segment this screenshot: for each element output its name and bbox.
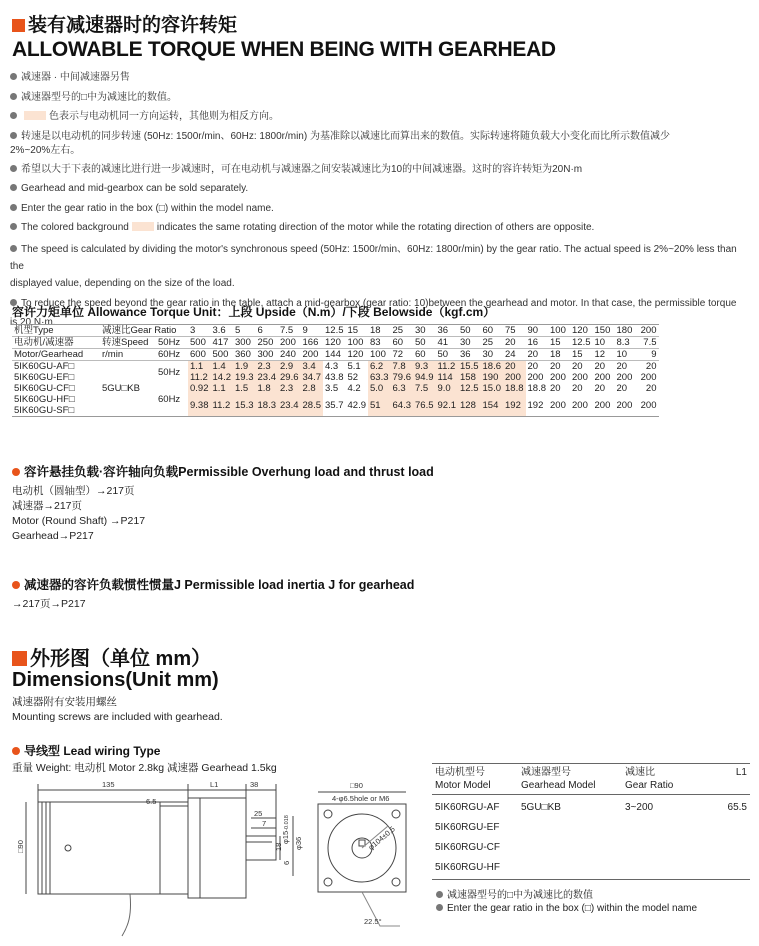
note-item: 转速是以电动机的同步转速 (50Hz: 1500r/min、60Hz: 1800r/min) 为基准除以减速比而算出来的数值。实际转速将随负载大小变化而比所示数值减少 2%~20%左右。 — [10, 130, 670, 156]
dim-l1: L1 — [210, 780, 219, 789]
torque-cell: 11.2 — [436, 361, 459, 373]
torque-cell: 190 — [481, 372, 504, 383]
torque-cell: 76.5 — [413, 394, 436, 417]
torque-cell: 1.1 — [211, 383, 234, 394]
torque-cell: 4.2 — [347, 383, 361, 394]
ratio-cell: 180 — [615, 325, 637, 337]
speed-cell: 166 — [301, 337, 324, 349]
torque-cell: 92.1 — [436, 394, 459, 417]
speed-cell: 18 — [548, 349, 570, 361]
model-name: 5IK60GU-SF□ — [12, 405, 100, 417]
header-ratio: 减速比 Gear Ratio — [622, 764, 724, 795]
model-name: 5IK60GU-HF□ — [14, 394, 75, 405]
torque-cell: 42.9 — [346, 394, 369, 417]
torque-cell: 20 — [550, 383, 561, 394]
speed-cell: 250 — [256, 337, 279, 349]
torque-cell: 7.8 — [391, 361, 414, 373]
speed-cell: 9 — [637, 349, 659, 361]
motor-model: 5IK60RGU-EF — [435, 822, 500, 833]
speed-cell: 41 — [436, 337, 459, 349]
torque-cell: 200 — [572, 372, 588, 383]
screw-hole — [65, 845, 71, 851]
note-item: The speed is calculated by dividing the motor's synchronous speed (50Hz: 1500r/min、60Hz: 1800r/min) by the gear ratio. The actual speed is 2%~20% less than the displayed value, depending on the size of the load. — [10, 243, 737, 289]
ratio-cell: 7.5 — [278, 325, 301, 337]
ratio-cell: 60 — [481, 325, 504, 337]
ratio-value: 3~200 — [625, 802, 654, 813]
torque-cell: 3.4 — [301, 361, 324, 373]
torque-cell: 9.0 — [436, 383, 459, 394]
dim-6-5: 6.5 — [146, 797, 157, 806]
torque-cell: 1.4 — [211, 361, 234, 373]
speed-cell: 144 — [323, 349, 346, 361]
torque-cell: 2.8 — [301, 383, 324, 394]
dimension-drawing — [10, 776, 430, 946]
speed-cell: 30 — [481, 349, 504, 361]
torque-cell: 4.3 — [325, 361, 339, 372]
torque-cell: 0.92 — [190, 383, 209, 394]
torque-cell: 18.3 — [256, 394, 279, 417]
speed-cell: 500 — [188, 337, 211, 349]
torque-cell: 43.8 — [325, 372, 344, 383]
speed-cell: 300 — [256, 349, 279, 361]
hz-50-row-label: 50Hz — [158, 366, 181, 378]
bullet-icon — [10, 73, 17, 80]
section-bullet-icon — [12, 468, 20, 476]
torque-cell: 20 — [550, 361, 561, 372]
torque-cell: 200 — [548, 394, 570, 417]
torque-cell: 128 — [458, 394, 481, 417]
speed-label: 转速Speed — [100, 337, 156, 349]
speed-cell: 600 — [188, 349, 211, 361]
motor-model: 5IK60RGU-AF — [435, 802, 500, 813]
speed-cell: 24 — [503, 349, 526, 361]
torque-cell: 200 — [593, 394, 615, 417]
speed-cell: 7.5 — [637, 337, 659, 349]
ratio-cell: 25 — [391, 325, 414, 337]
note-item: To reduce the speed beyond the gear ratio in the table, attach a mid-gearbox (gear ratio: 10)between the gearhead and motor. In that case, the permissible torque is 20 N·m. — [10, 297, 737, 328]
ratio-cell: 15 — [346, 325, 369, 337]
ratio-cell: 3.6 — [211, 325, 234, 337]
speed-cell: 60 — [391, 337, 414, 349]
bullet-icon — [10, 184, 17, 191]
mount-hole — [392, 810, 400, 818]
mounting-note-en: Mounting screws are included with gearhead. — [12, 711, 223, 723]
torque-cell: 7.5 — [413, 383, 436, 394]
dim-36: φ36 — [294, 836, 303, 850]
torque-cell: 5.0 — [368, 383, 391, 394]
dim-7: 7 — [262, 819, 267, 828]
speed-cell: 50 — [436, 349, 459, 361]
note-item: 色表示与电动机同一方向运转，其他则为相反方向。 — [10, 107, 745, 127]
torque-cell: 12.5 — [460, 383, 479, 394]
speed-cell: 16 — [526, 337, 549, 349]
note-item: The colored background indicates the same rotating direction of the motor while the rotating direction of others are opposite. — [10, 218, 745, 238]
torque-cell: 23.4 — [278, 394, 301, 417]
speed-cell: 417 — [211, 337, 234, 349]
speed-cell: 240 — [278, 349, 301, 361]
bullet-icon — [10, 93, 17, 100]
col-model-header: 机型Type — [12, 325, 100, 337]
torque-cell: 18.8 — [527, 383, 546, 394]
speed-cell: 12 — [593, 349, 615, 361]
note-item: Enter the gear ratio in the box (□) within the model name. — [10, 199, 745, 219]
motor-body — [38, 802, 188, 894]
torque-cell: 200 — [594, 372, 611, 383]
motor-model: 5IK60RGU-HF — [432, 856, 518, 880]
torque-cell: 114 — [436, 372, 459, 383]
torque-cell: 1.1 — [188, 361, 211, 373]
torque-cell: 200 — [570, 394, 593, 417]
torque-cell: 28.5 — [301, 394, 324, 417]
bullet-icon — [10, 245, 17, 252]
section-bullet-icon — [12, 747, 20, 755]
bullet-icon — [10, 112, 17, 119]
dim-38: 38 — [250, 780, 259, 789]
ratio-cell: 36 — [436, 325, 459, 337]
torque-cell: 20 — [503, 361, 526, 373]
torque-cell: 64.3 — [391, 394, 414, 417]
torque-cell: 2.3 — [278, 383, 301, 394]
ratio-cell: 12.5 — [325, 325, 344, 336]
speed-cell: 300 — [233, 337, 256, 349]
torque-cell: 200 — [503, 372, 526, 383]
torque-cell: 18.6 — [482, 361, 501, 372]
torque-cell: 20 — [572, 383, 583, 394]
reference-line: Gearhead→P217 — [12, 530, 94, 542]
reference-line: 电动机（圆轴型）→217页 — [12, 485, 135, 497]
mounting-note-cn: 减速器附有安装用螺丝 — [12, 696, 117, 708]
speed-cell: 83 — [368, 337, 391, 349]
ratio-cell: 200 — [637, 325, 659, 337]
bullet-icon — [10, 223, 17, 230]
torque-cell: 2.9 — [278, 361, 301, 373]
ratio-cell: 30 — [413, 325, 436, 337]
hz-60-row-label: 60Hz — [156, 383, 188, 417]
speed-cell: 120 — [346, 349, 369, 361]
gearhead-body — [188, 798, 246, 898]
l1-value: 65.5 — [727, 802, 747, 813]
torque-cell: 20 — [645, 383, 657, 394]
model-name: 5IK60GU-AF□ — [14, 361, 75, 372]
dimensions-title-en: Dimensions(Unit mm) — [12, 669, 219, 691]
ratio-cell: 5 — [233, 325, 256, 337]
torque-cell: 1.9 — [233, 361, 256, 373]
section-marker-icon — [12, 651, 27, 666]
ratio-cell: 6 — [256, 325, 279, 337]
torque-cell: 79.6 — [392, 372, 411, 383]
torque-cell: 23.4 — [257, 372, 276, 383]
torque-cell: 20 — [645, 361, 657, 372]
torque-cell: 51 — [368, 394, 391, 417]
bullet-icon — [436, 904, 443, 911]
speed-cell: 200 — [278, 337, 301, 349]
torque-cell: 20 — [572, 361, 583, 372]
torque-cell: 192 — [526, 394, 549, 417]
dim-25: 25 — [254, 809, 263, 818]
torque-cell: 20 — [594, 383, 606, 394]
speed-cell: 20 — [503, 337, 526, 349]
note-item: 减速器 · 中间减速器另售 — [10, 68, 745, 88]
torque-cell: 200 — [640, 372, 657, 383]
ratio-cell: 50 — [458, 325, 481, 337]
torque-cell: 14.2 — [212, 372, 231, 383]
page-title-en: ALLOWABLE TORQUE WHEN BEING WITH GEARHEAD — [12, 38, 556, 61]
torque-cell: 11.2 — [211, 394, 234, 417]
torque-cell: 94.9 — [415, 372, 434, 383]
ratio-cell: 90 — [526, 325, 549, 337]
dim-18: 18 — [274, 842, 283, 851]
speed-cell: 12.5 — [572, 337, 591, 348]
bullet-icon — [10, 132, 17, 139]
model-name: 5IK60GU-EF□ — [14, 372, 75, 383]
section-marker-icon — [12, 19, 25, 32]
speed-cell: 25 — [481, 337, 504, 349]
torque-cell: 20 — [527, 361, 539, 372]
header-gearhead: 减速器型号 Gearhead Model — [518, 764, 622, 795]
dim-6: 6 — [282, 860, 291, 865]
torque-cell: 200 — [527, 372, 544, 383]
model-table — [432, 763, 750, 880]
ratio-cell: 18 — [368, 325, 391, 337]
torque-cell: 20 — [616, 383, 628, 394]
torque-cell: 9.38 — [188, 394, 211, 417]
footnote-cn: 减速器型号的□中为减速比的数值 — [436, 886, 593, 901]
torque-cell: 6.2 — [368, 361, 391, 373]
torque-cell: 5.1 — [347, 361, 361, 372]
speed-cell: 60 — [413, 349, 436, 361]
bullet-icon — [10, 204, 17, 211]
dim-90-front: □90 — [350, 781, 363, 790]
ratio-cell: 150 — [593, 325, 615, 337]
col-model-header-en: Motor/Gearhead — [12, 349, 100, 361]
overhung-section-title: 容许悬挂负载·容许轴向负载Permissible Overhung load and thrust load — [12, 462, 434, 480]
ratio-label: 减速比Gear Ratio — [100, 325, 188, 337]
torque-cell: 200 — [637, 394, 659, 417]
header-l1: L1 — [724, 764, 750, 795]
torque-cell: 3.5 — [325, 383, 339, 394]
speed-cell: 20 — [526, 349, 549, 361]
hz-60-label: 60Hz — [156, 349, 188, 361]
speed-unit: r/min — [100, 349, 156, 361]
torque-cell: 52 — [347, 372, 359, 383]
torque-cell: 200 — [615, 394, 637, 417]
speed-cell: 120 — [323, 337, 346, 349]
torque-cell: 9.3 — [413, 361, 436, 373]
note-item: 希望以大于下表的减速比进行进一步减速时，可在电动机与减速器之间安装减速比为10的中间减速器。这时的容许转矩为20N·m — [10, 158, 745, 180]
torque-cell: 35.7 — [323, 394, 346, 417]
hz-50-label: 50Hz — [156, 337, 188, 349]
notes-list — [10, 68, 745, 333]
note-item: 减速器型号的□中为减速比的数值。 — [10, 88, 745, 108]
speed-cell: 30 — [458, 337, 481, 349]
torque-cell: 1.8 — [256, 383, 279, 394]
key — [359, 840, 365, 846]
model-name: 5IK60GU-CF□ — [14, 383, 75, 394]
ratio-cell: 120 — [570, 325, 593, 337]
inertia-line: →217页→P217 — [12, 598, 86, 610]
torque-cell: 20 — [616, 361, 628, 372]
speed-cell: 50 — [413, 337, 436, 349]
speed-cell: 10 — [615, 349, 637, 361]
dim-90-side: □90 — [16, 840, 25, 853]
speed-cell: 72 — [391, 349, 414, 361]
inertia-section-title: 减速器的容许负载惯性惯量J Permissible load inertia J for gearhead — [12, 575, 414, 593]
speed-cell: 8.3 — [615, 337, 637, 349]
overhung-lines — [12, 484, 145, 544]
ratio-cell: 3 — [188, 325, 211, 337]
mount-hole — [392, 878, 400, 886]
dim-shaft: φ15-0.018 — [281, 815, 290, 844]
torque-cell: 200 — [550, 372, 566, 383]
dim-holes: 4-φ6.5hole or M6 — [332, 794, 390, 803]
mount-hole — [324, 878, 332, 886]
ratio-cell: 100 — [548, 325, 570, 337]
torque-cell: 34.7 — [302, 372, 321, 383]
mount-hole — [324, 810, 332, 818]
gearhead-model: 5GU□KB — [521, 802, 561, 813]
motor-model: 5IK60RGU-CF — [435, 842, 501, 853]
torque-cell: 200 — [616, 372, 633, 383]
section-bullet-icon — [12, 581, 20, 589]
reference-line: Motor (Round Shaft) →P217 — [12, 515, 146, 527]
speed-cell: 100 — [346, 337, 369, 349]
col-model-header-cn: 电动机/减速器 — [12, 337, 100, 349]
dim-angle: 22.5° — [364, 917, 382, 926]
dim-pcd: φ104±0.5 — [366, 824, 397, 852]
highlight-swatch — [132, 222, 154, 231]
output-shaft — [246, 836, 276, 860]
ratio-cell: 75 — [503, 325, 526, 337]
lead-wiring-title: 导线型 Lead wiring Type — [12, 742, 160, 759]
torque-cell: 18.8 — [505, 383, 524, 394]
speed-cell: 360 — [233, 349, 256, 361]
torque-cell: 158 — [458, 372, 481, 383]
torque-cell: 1.5 — [233, 383, 256, 394]
speed-cell: 15 — [570, 349, 593, 361]
highlight-swatch — [24, 111, 46, 120]
torque-cell: 15.0 — [482, 383, 501, 394]
header-motor: 电动机型号 Motor Model — [432, 764, 518, 795]
torque-cell: 19.3 — [235, 372, 254, 383]
dimensions-title-cn: 外形图（单位 mm） — [12, 642, 211, 671]
torque-cell: 63.3 — [370, 372, 389, 383]
weight-line: 重量 Weight: 电动机 Motor 2.8kg 减速器 Gearhead 1.5kg — [12, 762, 277, 774]
bullet-icon — [10, 165, 17, 172]
speed-cell: 500 — [211, 349, 234, 361]
footnote-en: Enter the gear ratio in the box (□) within the model name — [436, 903, 697, 914]
torque-cell: 6.3 — [391, 383, 414, 394]
ratio-cell: 9 — [301, 325, 324, 337]
reference-line: 减速器→217页 — [12, 500, 83, 512]
dim-135: 135 — [102, 780, 115, 789]
page-title-cn: 装有减速器时的容许转矩 — [12, 10, 237, 37]
torque-cell: 29.6 — [280, 372, 299, 383]
speed-cell: 200 — [301, 349, 324, 361]
torque-table — [12, 324, 659, 417]
torque-table-title: 容许力矩单位 Allowance Torque Unit：上段 Upside（N.m）/下段 Belowside（kgf.cm） — [12, 305, 496, 319]
torque-cell: 192 — [503, 394, 526, 417]
speed-cell: 100 — [368, 349, 391, 361]
torque-cell: 2.3 — [256, 361, 279, 373]
torque-cell: 15.5 — [460, 361, 479, 372]
note-item: Gearhead and mid-gearbox can be sold separately. — [10, 179, 745, 199]
speed-cell: 10 — [593, 337, 615, 349]
torque-cell: 11.2 — [188, 372, 211, 383]
torque-cell: 154 — [481, 394, 504, 417]
speed-cell: 15 — [548, 337, 570, 349]
speed-cell: 36 — [458, 349, 481, 361]
torque-cell: 20 — [594, 361, 606, 372]
bullet-icon — [436, 891, 443, 898]
gearhead-model: 5GU□KB — [100, 361, 156, 417]
torque-cell: 15.3 — [233, 394, 256, 417]
